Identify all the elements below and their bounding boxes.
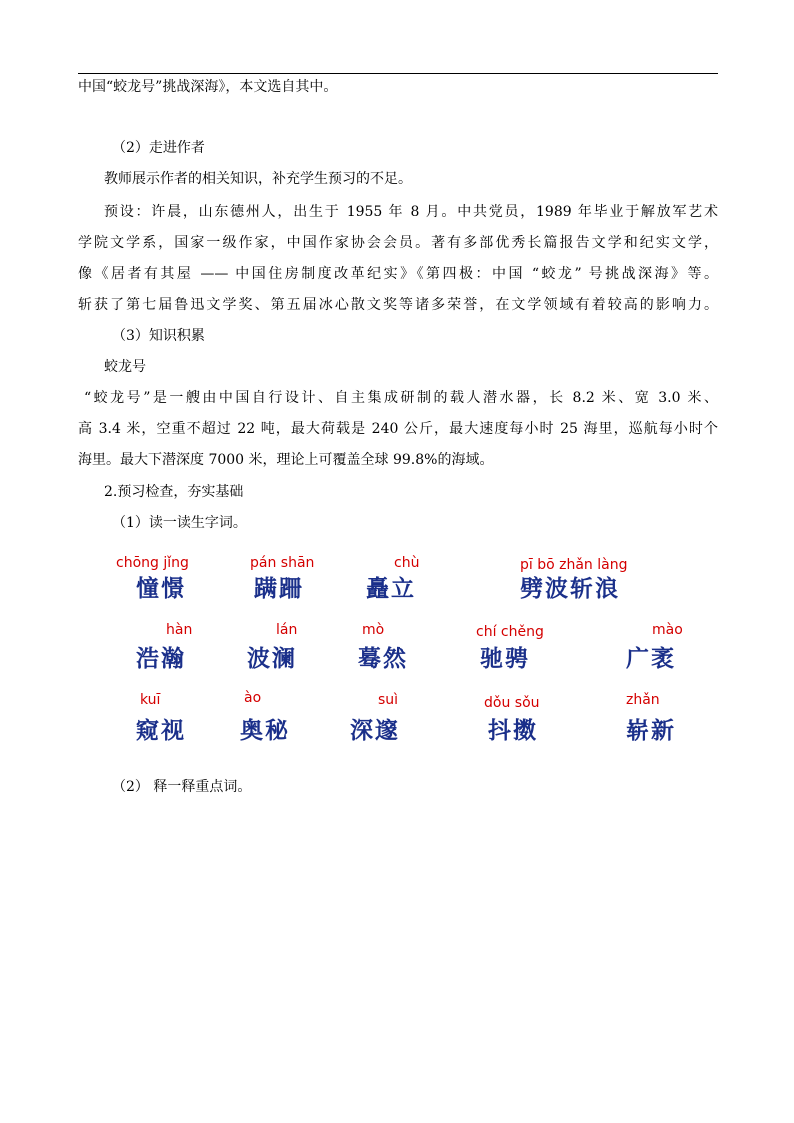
- vocab-word: 深邃: [350, 717, 400, 744]
- paragraph-author-bio-line2: 学院文学系，国家一级作家，中国作家协会会员。著有多部优秀长篇报告文学和纪实文学，: [78, 235, 718, 251]
- paragraph-author-intro: 教师展示作者的相关知识，补充学生预习的不足。: [104, 171, 412, 187]
- paragraph-author-bio-line3: 像《居者有其屋 —— 中国住房制度改革纪实》《第四极：中国 “蛟龙” 号挑战深海》等。: [78, 266, 718, 282]
- subheading-read-words: （1）读一读生字词。: [112, 515, 247, 531]
- vocab-pinyin: chí chěng: [476, 624, 544, 640]
- vocab-pinyin: pán shān: [250, 555, 315, 571]
- vocab-word: 崭新: [626, 717, 676, 744]
- section-heading-knowledge: （3）知识积累: [112, 328, 205, 344]
- vocab-pinyin: suì: [378, 692, 399, 708]
- vocab-pinyin: chōng jǐng: [116, 555, 189, 571]
- vocab-word: 矗立: [366, 575, 416, 602]
- vocab-pinyin: chù: [394, 555, 420, 571]
- vocab-word: 劈波斩浪: [520, 575, 620, 602]
- vocab-pinyin: ào: [244, 690, 262, 706]
- vocab-word: 蓦然: [358, 645, 408, 672]
- vocab-word: 窥视: [136, 717, 186, 744]
- vocab-word: 浩瀚: [136, 645, 186, 672]
- vocab-pinyin: pī bō zhǎn làng: [520, 557, 628, 573]
- section-heading-preview-check: 2.预习检查，夯实基础: [104, 484, 244, 500]
- paragraph-jiaolong-line3: 海里。最大下潜深度 7000 米，理论上可覆盖全球 99.8%的海域。: [78, 452, 494, 468]
- section-heading-author: （2）走进作者: [112, 140, 205, 156]
- paragraph-author-bio-line1: 预设：许晨，山东德州人，出生于 1955 年 8 月。中共党员，1989 年毕业于解放军艺术: [104, 204, 718, 220]
- vocab-pinyin: kuī: [140, 692, 161, 708]
- paragraph-author-bio-line4: 斩获了第七届鲁迅文学奖、第五届冰心散文奖等诸多荣誉，在文学领域有着较高的影响力。: [78, 297, 718, 313]
- header-rule: [78, 73, 718, 74]
- vocab-pinyin: lán: [276, 622, 298, 638]
- vocab-pinyin: mò: [362, 622, 385, 638]
- vocab-pinyin: hàn: [166, 622, 193, 638]
- paragraph-jiaolong-line1: “蛟龙号”是一艘由中国自行设计、自主集成研制的载人潜水器，长 8.2 米、宽 3.0 米、: [84, 390, 718, 406]
- vocab-word: 广袤: [626, 645, 676, 672]
- vocab-word: 波澜: [247, 645, 297, 672]
- paragraph-continuation: 中国“蛟龙号”挑战深海》，本文选自其中。: [78, 79, 338, 95]
- vocab-word: 抖擞: [488, 717, 538, 744]
- vocab-word: 驰骋: [480, 645, 530, 672]
- subheading-explain-words: （2） 释一释重点词。: [112, 779, 252, 795]
- vocab-word: 蹒跚: [254, 575, 304, 602]
- vocab-pinyin: zhǎn: [626, 692, 660, 708]
- vocab-word: 奥秘: [240, 717, 290, 744]
- vocab-pinyin: mào: [652, 622, 683, 638]
- vocab-pinyin: dǒu sǒu: [484, 695, 540, 711]
- term-jiaolong: 蛟龙号: [104, 359, 146, 375]
- paragraph-jiaolong-line2: 高 3.4 米，空重不超过 22 吨，最大荷载是 240 公斤，最大速度每小时 25 海里，巡航每小时个: [78, 421, 718, 437]
- vocab-word: 憧憬: [136, 575, 186, 602]
